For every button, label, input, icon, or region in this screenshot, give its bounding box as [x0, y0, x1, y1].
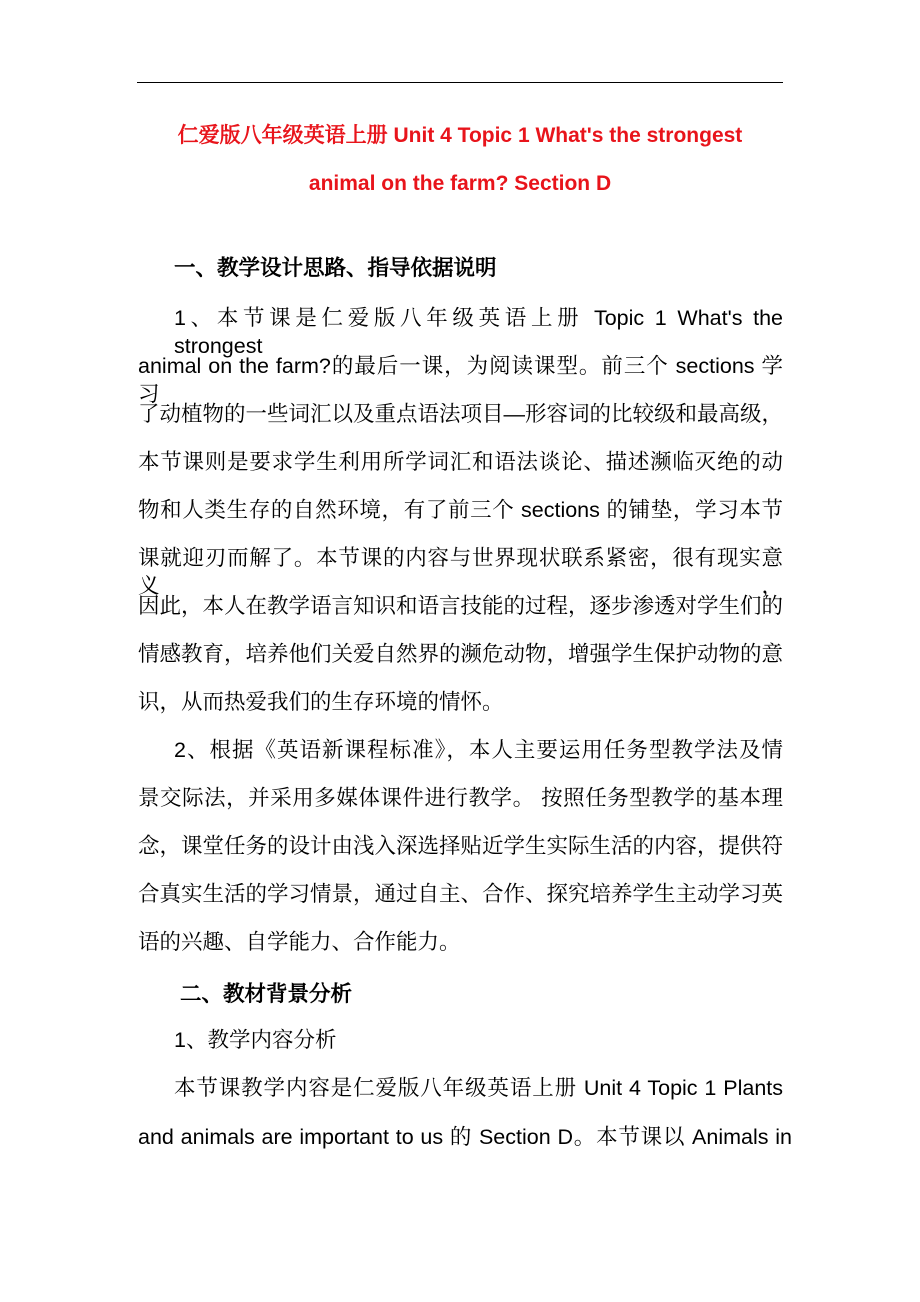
paragraph-line: 景交际法，并采用多媒体课件进行教学。 按照任务型教学的基本理: [138, 786, 783, 810]
paragraph-line: 了动植物的一些词汇以及重点语法项目—形容词的比较级和最高级，: [138, 402, 784, 426]
paragraph-line: 1、本节课是仁爱版八年级英语上册 Topic 1 What's the strongest: [174, 306, 783, 358]
subheading: 1、教学内容分析: [174, 1028, 337, 1052]
paragraph-line: 识，从而热爱我们的生存环境的情怀。: [138, 690, 504, 714]
document-title-line-1: 仁爱版八年级英语上册 Unit 4 Topic 1 What's the strongest: [177, 124, 743, 147]
paragraph-line: 本节课教学内容是仁爱版八年级英语上册 Unit 4 Topic 1 Plants: [174, 1076, 783, 1100]
paragraph-line: 2、根据《英语新课程标准》，本人主要运用任务型教学法及情: [174, 738, 783, 762]
section-heading-2: 二、教材背景分析: [180, 982, 353, 1006]
paragraph-line: animal on the farm?的最后一课，为阅读课型。前三个 sections 学习: [138, 354, 783, 406]
header-rule: [137, 82, 783, 83]
paragraph-line: 念，课堂任务的设计由浅入深选择贴近学生实际生活的内容，提供符: [138, 834, 784, 858]
paragraph-line: 物和人类生存的自然环境，有了前三个 sections 的铺垫，学习本节: [138, 498, 783, 522]
section-heading-1: 一、教学设计思路、指导依据说明: [174, 256, 497, 280]
paragraph-line: 语的兴趣、自学能力、合作能力。: [138, 930, 461, 954]
paragraph-line: 因此，本人在教学语言知识和语言技能的过程，逐步渗透对学生们的: [138, 594, 784, 618]
paragraph-line: 课就迎刃而解了。本节课的内容与世界现状联系紧密，很有现实意义，: [138, 546, 783, 598]
paragraph-line: and animals are important to us 的 Section D。本节课以 Animals in: [138, 1125, 792, 1149]
paragraph-line: 合真实生活的学习情景，通过自主、合作、探究培养学生主动学习英: [138, 882, 784, 906]
paragraph-line: 本节课则是要求学生利用所学词汇和语法谈论、描述濒临灭绝的动: [138, 450, 783, 474]
document-title-line-2: animal on the farm? Section D: [308, 172, 612, 195]
paragraph-line: 情感教育，培养他们关爱自然界的濒危动物，增强学生保护动物的意: [138, 642, 784, 666]
